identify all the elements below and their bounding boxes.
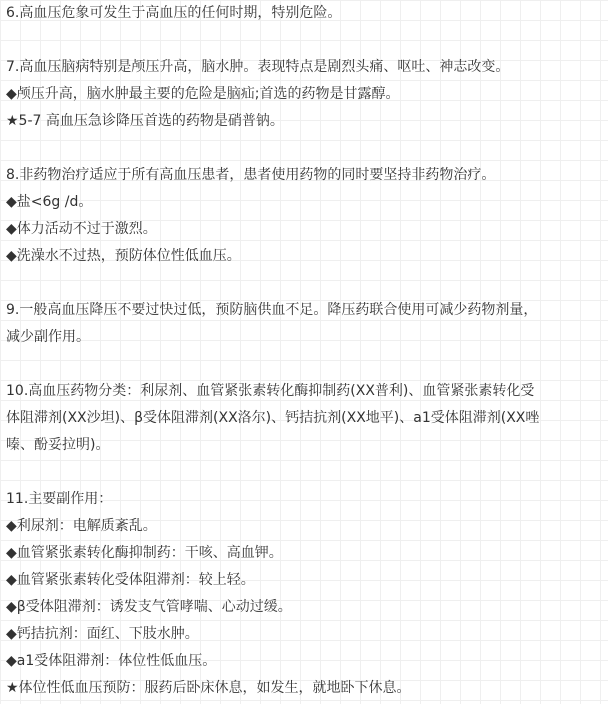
text-line: 10.高血压药物分类：利尿剂、血管紧张素转化酶抑制药(XX普利)、血管紧张素转化受 <box>6 383 535 399</box>
text-line: ◆血管紧张素转化受体阻滞剂：较上轻。 <box>6 572 255 588</box>
text-line: 减少副作用。 <box>6 329 90 345</box>
text-line: ◆a1受体阻滞剂：体位性低血压。 <box>6 653 217 669</box>
text-line: ★体位性低血压预防：服药后卧床休息，如发生，就地卧下休息。 <box>6 680 411 696</box>
text-line: ◆β受体阻滞剂：诱发支气管哮喘、心动过缓。 <box>6 599 292 615</box>
paragraph-gap <box>6 270 602 297</box>
paragraph-gap <box>6 351 602 378</box>
text-line: 7.高血压脑病特别是颅压升高，脑水肿。表现特点是剧烈头痛、呕吐、神志改变。 <box>6 59 510 75</box>
paragraph-10 <box>6 378 602 459</box>
paragraph-gap <box>6 459 602 486</box>
text-line: ◆利尿剂：电解质紊乱。 <box>6 518 157 534</box>
text-line: 8.非药物治疗适应于所有高血压患者，患者使用药物的同时要坚持非药物治疗。 <box>6 167 496 183</box>
paragraph-11 <box>6 486 602 702</box>
text-line: ◆盐<6g /d。 <box>6 194 93 210</box>
paragraph-8 <box>6 162 602 270</box>
paragraph-gap <box>6 27 602 54</box>
text-line: 体阻滞剂(XX沙坦)、β受体阻滞剂(XX洛尔)、钙拮抗剂(XX地平)、a1受体阻滞剂(XX唑 <box>6 410 540 426</box>
text-line: 6.高血压危象可发生于高血压的任何时期，特别危险。 <box>6 5 342 21</box>
paragraph-9 <box>6 297 602 351</box>
paragraph-6 <box>6 0 602 27</box>
text-line: ◆钙拮抗剂：面红、下肢水肿。 <box>6 626 199 642</box>
text-line: ◆血管紧张素转化酶抑制药：干咳、高血钾。 <box>6 545 283 561</box>
paragraph-7 <box>6 54 602 135</box>
text-line: ◆颅压升高，脑水肿最主要的危险是脑疝;首选的药物是甘露醇。 <box>6 86 400 102</box>
text-line: ◆体力活动不过于激烈。 <box>6 221 157 237</box>
text-line: 11.主要副作用： <box>6 491 113 507</box>
text-line: ◆洗澡水不过热，预防体位性低血压。 <box>6 248 241 264</box>
paragraph-gap <box>6 135 602 162</box>
text-line: 嗪、酚妥拉明)。 <box>6 437 110 453</box>
text-line: 9.一般高血压降压不要过快过低，预防脑供血不足。降压药联合使用可减少药物剂量， <box>6 302 538 318</box>
text-line: ★5-7 高血压急诊降压首选的药物是硝普钠。 <box>6 113 284 129</box>
